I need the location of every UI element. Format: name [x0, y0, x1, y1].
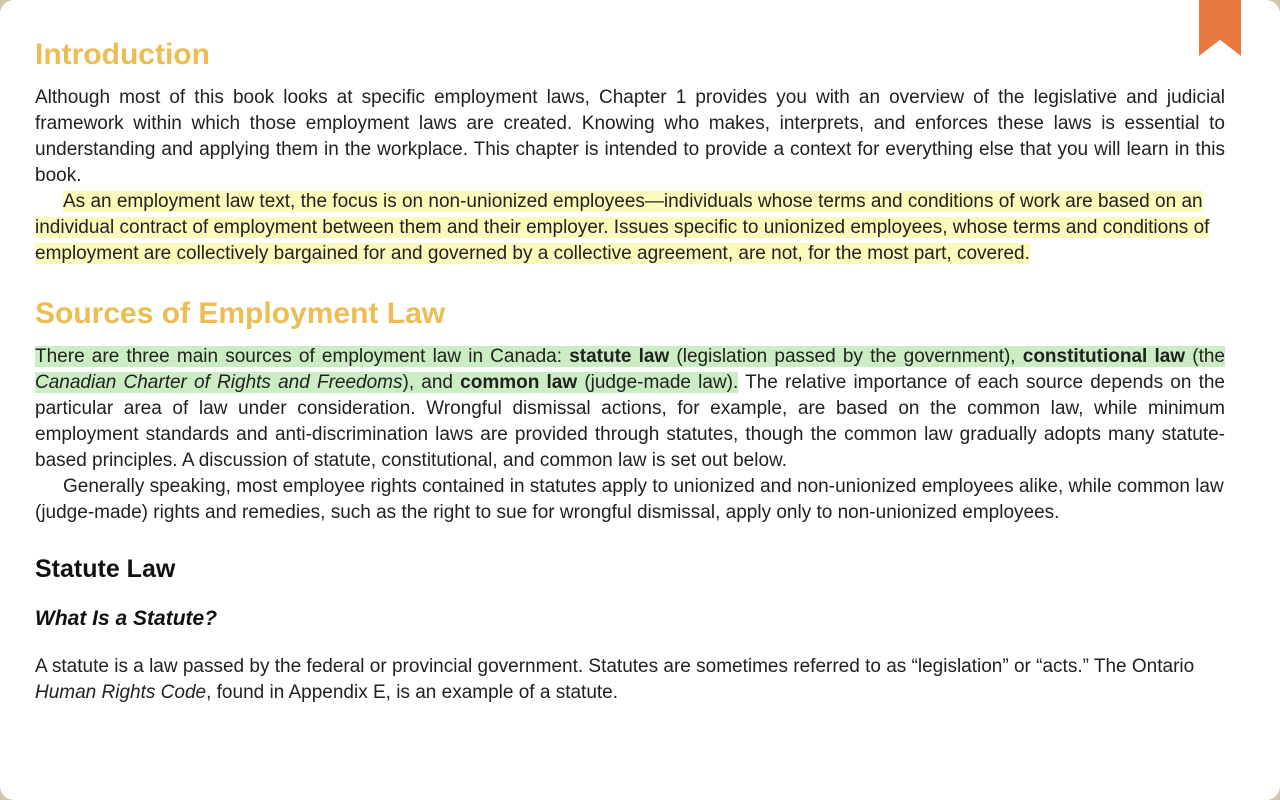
intro-paragraph: Although most of this book looks at specific employment laws, Chapter 1 provides you with an overview of the legislative and judicial framework within which those employment laws are created. Knowing who makes, interprets, and enforces these laws is essential to understanding and applying them in the workplace. This chapter is intended to provide a context for everything else that you will learn in this book.	[35, 87, 1225, 186]
subsection-heading-statute-law: Statute Law	[35, 555, 176, 583]
section-heading-sources-of-employment-law: Sources of Employment Law	[35, 297, 446, 330]
sources-paragraph-2: Generally speaking, most employee rights contained in statutes apply to unionized and non-unionized employees alike, while common law (judge-made) rights and remedies, such as the right to sue for wrongful dismissal, apply only to non-unionized employees.	[35, 476, 1224, 523]
section-heading-introduction: Introduction	[35, 38, 210, 71]
statute-definition-paragraph: A statute is a law passed by the federal or provincial government. Statutes are sometimes referred to as “legislation” or “acts.” The Ontario Human Rights Code, found in Appendix E, is an example of a statute.	[35, 656, 1195, 703]
sources-paragraph-green-highlight: There are three main sources of employment law in Canada: statute law (legislation passed by the government), constitutional law (the Canadian Charter of Rights and Freedoms), and common law (judge-made law). The relative importance of each source depends on the particular area of law under consideration. Wrongful dismissal actions, for example, are based on the common law, while minimum employment standards and anti-discrimination laws are provided through statutes, though the common law gradually adopts many statute-based principles. A discussion of statute, constitutional, and common law is set out below.	[35, 346, 1225, 471]
subsubsection-heading-what-is-a-statute: What Is a Statute?	[35, 607, 218, 630]
yellow-highlighted-paragraph: As an employment law text, the focus is on non-unionized employees—individuals whose terms and conditions of work are based on an individual contract of employment between them and their employer. Issues specific to unionized employees, whose terms and conditions of employment are collectively bargained for and governed by a collective agreement, are not, for the most part, covered.	[35, 191, 1210, 264]
